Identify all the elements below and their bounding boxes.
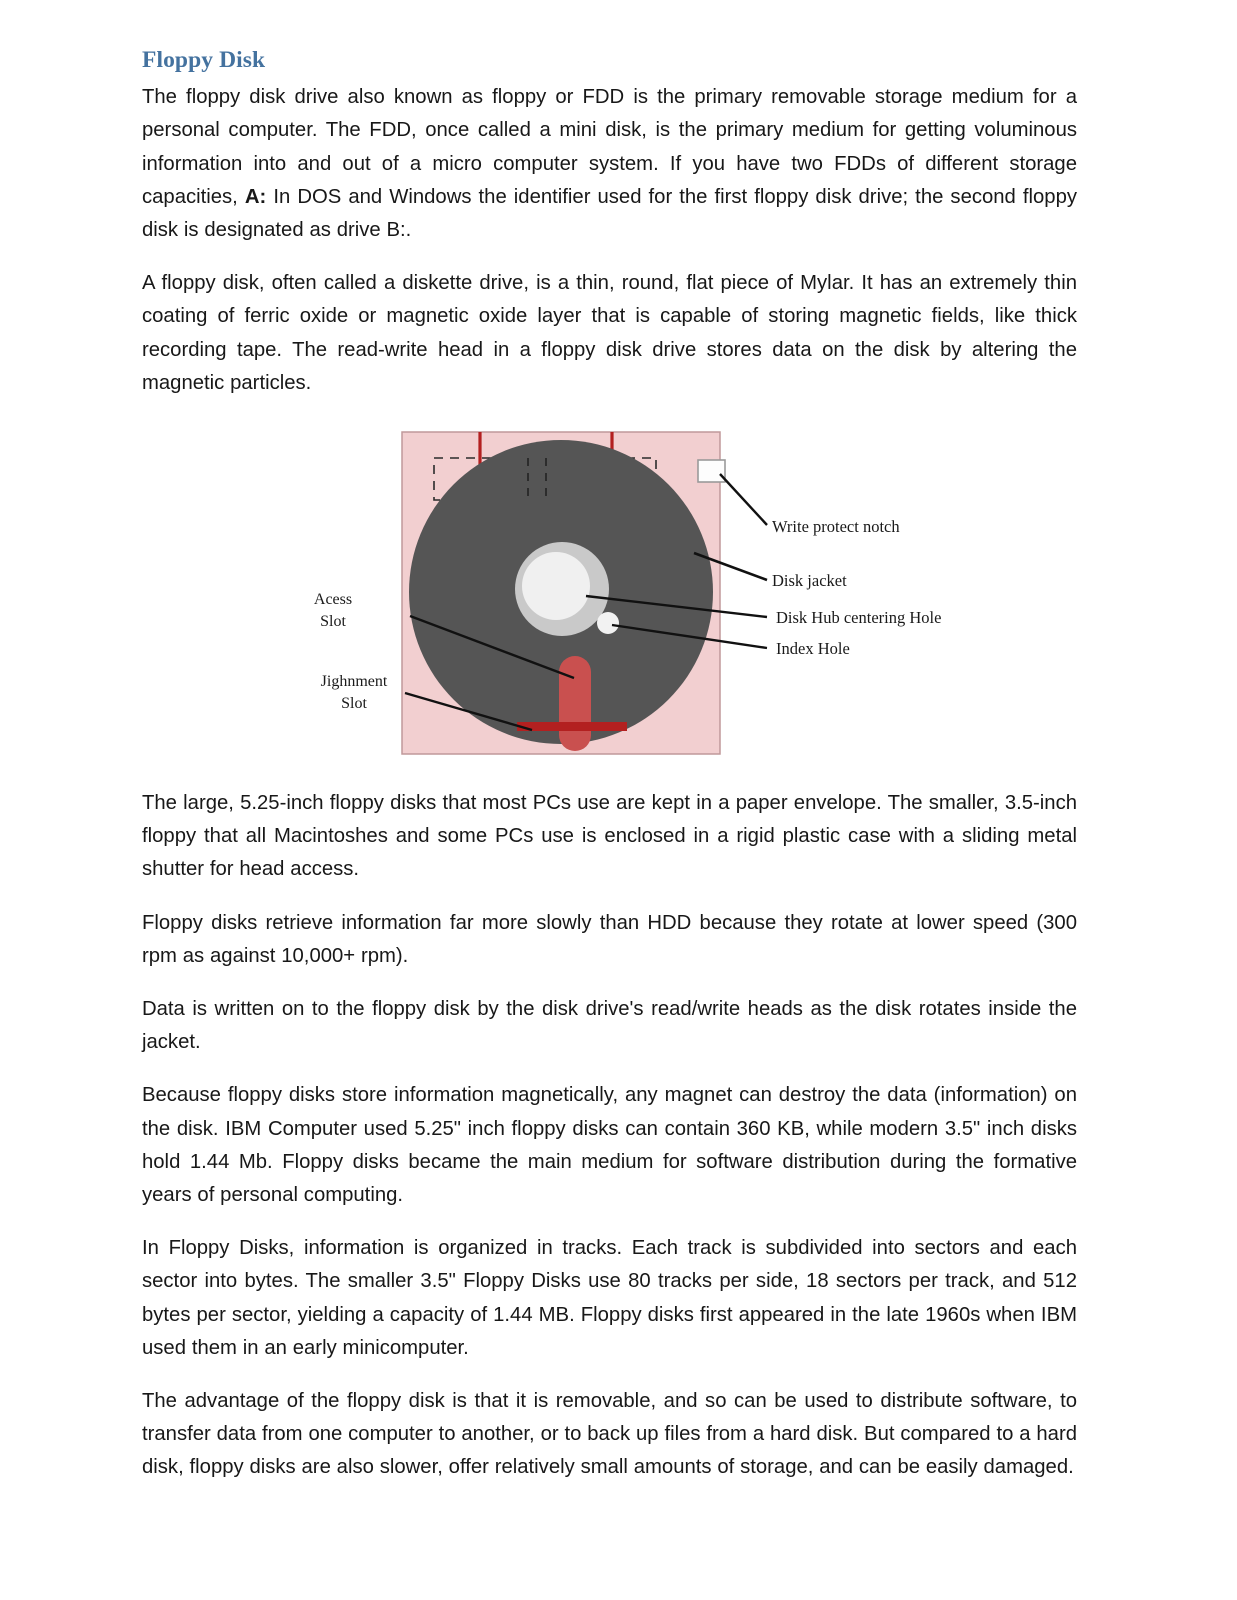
- label-access-slot-line2: Slot: [320, 613, 346, 631]
- paragraph-3: The large, 5.25-inch floppy disks that most PCs use are kept in a paper envelope. The smaller, 3.5-inch floppy that all Macintoshes and some PCs use is enclosed in a rigid plastic case with a sliding metal shutter for head access.: [142, 792, 1077, 881]
- label-alignment-slot-line2: Slot: [341, 695, 367, 713]
- paragraph-2: A floppy disk, often called a diskette drive, is a thin, round, flat piece of Mylar. It has an extremely thin coating of ferric oxide or magnetic oxide layer that is capable of storing magnetic fields, like thick recording tape. The read-write head in a floppy disk drive stores data on the disk by altering the magnetic particles.: [142, 272, 1077, 394]
- index-hole-shape: [597, 612, 619, 634]
- floppy-disk-diagram-svg: [142, 420, 1077, 765]
- paragraph-7: In Floppy Disks, information is organized in tracks. Each track is subdivided into sectors and each sector into bytes. The smaller 3.5" Floppy Disks use 80 tracks per side, 18 sectors per track, and 512 bytes per sector, yielding a capacity of 1.44 MB. Floppy disks first appeared in the late 1960s when IBM used them in an early minicomputer.: [142, 1237, 1077, 1359]
- paragraph-1-bold: A:: [244, 185, 267, 208]
- alignment-slot-bar: [517, 722, 627, 731]
- paragraph-1-tail: In DOS and Windows the identifier used for the first floppy disk drive; the second floppy disk is designated as drive B:.: [142, 185, 1077, 241]
- paragraph-6: Because floppy disks store information magnetically, any magnet can destroy the data (information) on the disk. IBM Computer used 5.25" inch floppy disks can contain 360 KB, while modern 3.5" inch disks hold 1.44 Mb. Floppy disks became the main medium for software distribution during the formative years of personal computing.: [142, 1084, 1077, 1207]
- paragraph-4: Floppy disks retrieve information far more slowly than HDD because they rotate at lower speed (300 rpm as against 10,000+ rpm).: [142, 911, 1077, 967]
- document-content: [142, 46, 1077, 1485]
- label-alignment-slot-line1: Jighnment: [320, 673, 388, 691]
- page-title: Floppy Disk: [142, 47, 266, 73]
- access-slot-red-pill: [559, 656, 591, 751]
- paragraph-1-text: The floppy disk drive also known as floppy or FDD is the primary removable storage medium for a personal computer. The FDD, once called a mini disk, is the primary medium for getting voluminous information into and out of a micro computer system. If you have two FDDs of different storage capacities,: [142, 86, 1077, 208]
- figure-canvas: [142, 420, 1077, 765]
- label-access-slot-line1: Acess: [313, 591, 353, 609]
- label-index-hole: Index Hole: [776, 639, 850, 659]
- write-protect-notch-shape: [698, 460, 725, 482]
- paragraph-5: Data is written on to the floppy disk by the disk drive's read/write heads as the disk rotates inside the jacket.: [142, 998, 1077, 1054]
- paragraph-8: The advantage of the floppy disk is that it is removable, and so can be used to distribute software, to transfer data from one computer to another, or to back up files from a hard disk. But compared to a hard disk, floppy disks are also slower, offer relatively small amounts of storage, and can be easily damaged.: [142, 1390, 1077, 1479]
- floppy-disk-figure: [142, 420, 1077, 765]
- leader-write-protect-notch: [720, 474, 767, 525]
- label-disk-hub-centering-hole: Disk Hub centering Hole: [776, 608, 942, 628]
- label-disk-jacket: Disk jacket: [772, 571, 847, 591]
- label-write-protect-notch: Write protect notch: [772, 517, 900, 537]
- hub-centering-hole: [522, 552, 590, 620]
- paragraph-1: [142, 81, 1077, 247]
